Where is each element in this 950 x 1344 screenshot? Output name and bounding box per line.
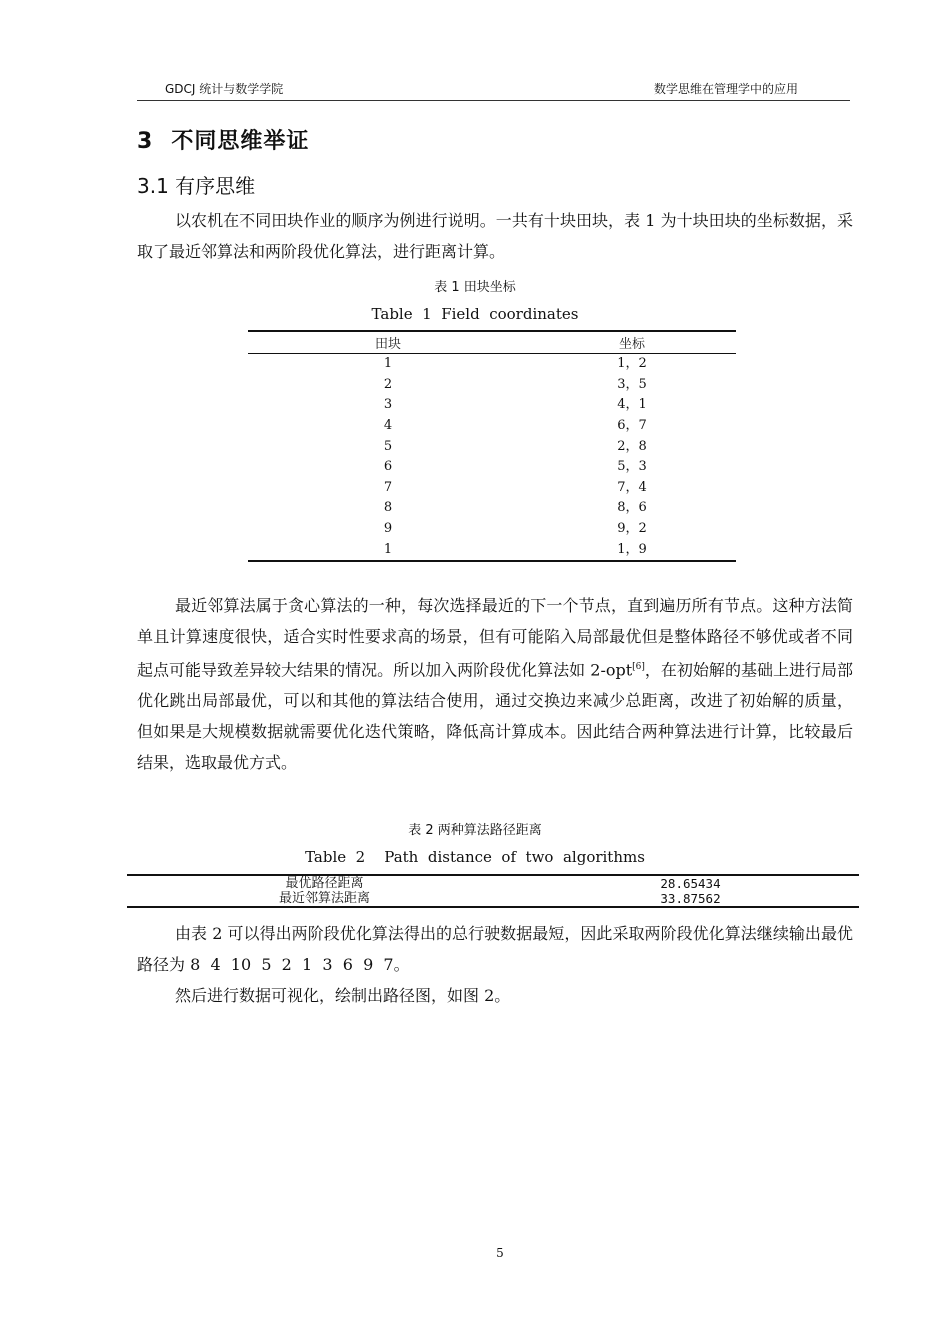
table-cell: 7，4 [617, 479, 647, 495]
table-cell: 5，3 [617, 459, 647, 475]
table2-caption-en [0, 848, 950, 866]
table-cell: 1 [383, 541, 393, 557]
page-header [137, 78, 850, 101]
table-row [248, 478, 736, 499]
table-cell: 9 [383, 521, 393, 537]
table-cell: 7 [383, 479, 393, 495]
table-cell: 6 [383, 459, 393, 475]
table-header-coordinates: 坐标 [528, 331, 736, 354]
table-row [248, 416, 736, 437]
table-cell: 5 [383, 438, 393, 454]
table-row [248, 375, 736, 396]
table-row [127, 875, 859, 891]
section-heading [137, 124, 309, 155]
table-row [248, 519, 736, 540]
table-cell: 4，1 [617, 397, 647, 413]
header-left: GDCJ 统计与数学学院 [165, 82, 284, 96]
table-cell: 9，2 [617, 521, 647, 537]
table-row [248, 354, 736, 375]
table-row [248, 436, 736, 457]
section-title: 不同思维举证 [171, 129, 310, 154]
paragraph-2-text-a: 最近邻算法属于贪心算法的一种，每次选择最近的下一个节点，直到遍历所有节点。这种方法简单且计算速度很快，适合实时性要求高的场景，但有可能陷入局部最优但是整体路径不够优或者不同起点可能导致差异较大结果的情况。所以加入两阶段优化算法如 2-opt [137, 596, 853, 680]
page-number: 5 [496, 1246, 504, 1260]
table-cell: 8 [383, 500, 393, 516]
subsection-heading: 3.1 有序思维 [137, 174, 256, 198]
table-cell: 28.65434 [660, 876, 721, 891]
table-cell: 1，2 [617, 356, 647, 372]
table2-caption-cn: 表 2 两种算法路径距离 [408, 823, 542, 838]
section-number: 3 [137, 129, 154, 154]
table-row [248, 395, 736, 416]
header-right: 数学思维在管理学中的应用 [653, 82, 798, 96]
paragraph-3: 由表 2 可以得出两阶段优化算法得出的总行驶数据最短，因此采取两阶段优化算法继续输出最优路径为 8 4 10 5 2 1 3 6 9 7。 [137, 924, 853, 974]
paragraph-4: 然后进行数据可视化，绘制出路径图，如图 2。 [175, 986, 511, 1005]
path-distance-table [127, 874, 859, 908]
table-cell: 最优路径距离 [285, 876, 364, 891]
table-row [248, 457, 736, 478]
table-cell: 6，7 [617, 418, 647, 434]
table1-caption-en [0, 305, 950, 323]
citation-ref: [6] [632, 662, 645, 672]
table-row [248, 498, 736, 519]
table-row [248, 539, 736, 561]
table-cell: 4 [383, 418, 393, 434]
table-cell: 3 [383, 397, 393, 413]
paragraph-2-text-b: ，在初始解的基础上进行局部优化跳出局部最优，可以和其他的算法结合使用，通过交换边来减少总距离，改进了初始解的质量，但如果是大规模数据就需要优化迭代策略，降低高计算成本。因此结合两种算法进行计算，比较最后结果，选取最优方式。 [137, 660, 853, 773]
table-cell: 3，5 [617, 376, 647, 392]
table-cell: 1，9 [617, 541, 647, 557]
paragraph-2 [137, 590, 853, 778]
table-header-field: 田块 [248, 331, 528, 354]
table-cell: 2 [383, 376, 393, 392]
field-coordinates-table [248, 330, 736, 562]
table-cell: 33.87562 [660, 891, 721, 906]
table-cell: 8，6 [617, 500, 647, 516]
table1-caption-en-text: Table 1 Field coordinates [371, 305, 579, 323]
table-cell: 最近邻算法距离 [278, 891, 370, 906]
table-row [127, 891, 859, 907]
table-cell: 1 [383, 356, 393, 372]
table-header-row [248, 331, 736, 354]
table-cell: 2，8 [617, 438, 647, 454]
table2-caption-en-text: Table 2 Path distance of two algorithms [305, 848, 645, 866]
table1-caption-cn: 表 1 田块坐标 [434, 280, 516, 295]
paragraph-1: 以农机在不同田块作业的顺序为例进行说明。一共有十块田块，表 1 为十块田块的坐标数据，采取了最近邻算法和两阶段优化算法，进行距离计算。 [137, 211, 853, 261]
